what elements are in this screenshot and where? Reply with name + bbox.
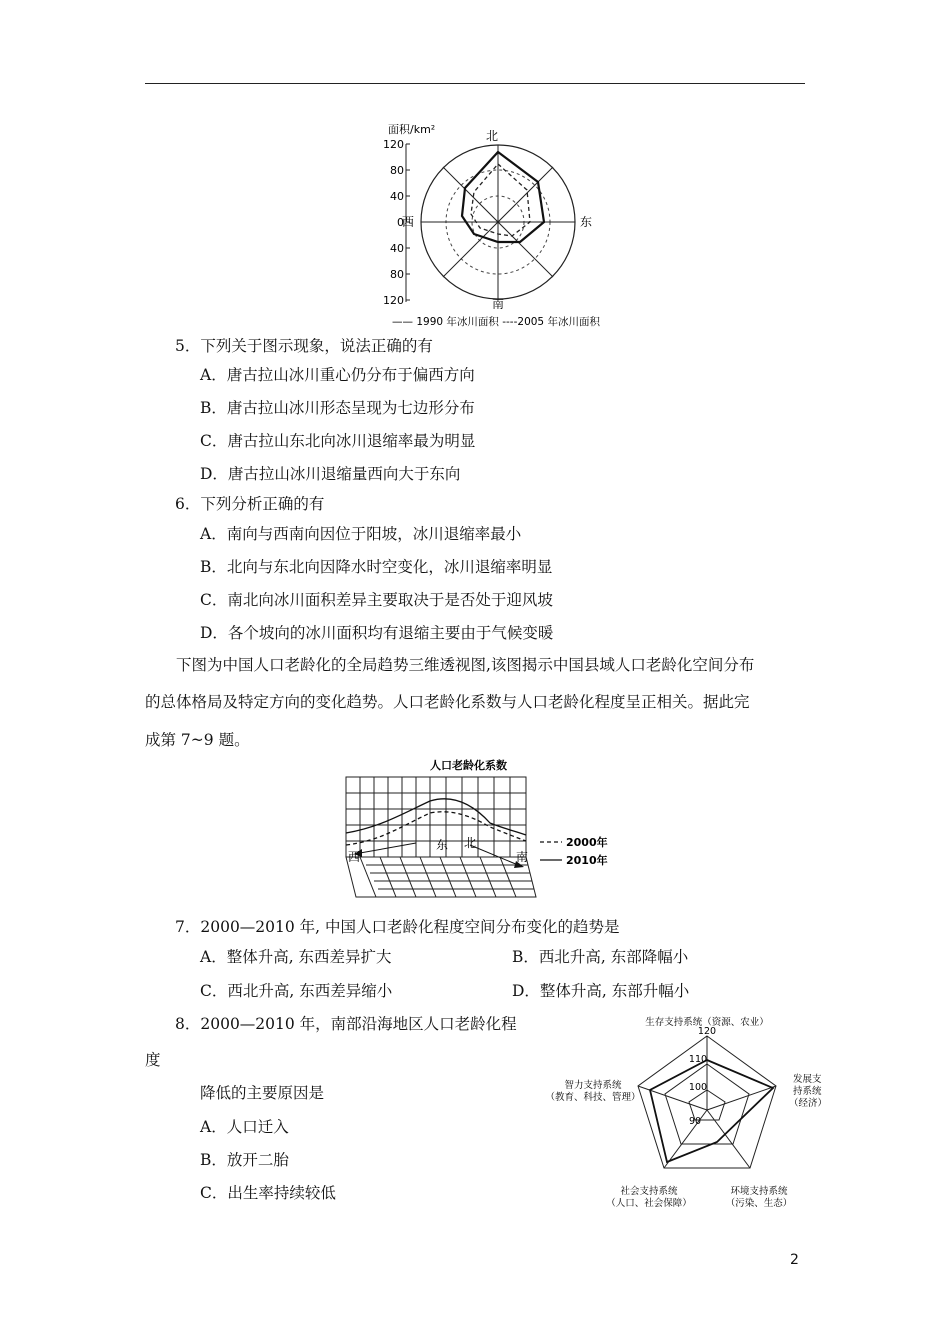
fig3-left-label: 智力支持系统 — [564, 1080, 622, 1091]
header-rule — [145, 83, 805, 84]
fig1-tick: 0 — [397, 216, 404, 229]
intro-line-1: 下图为中国人口老龄化的全局趋势三维透视图,该图揭示中国县域人口老龄化空间分布 — [176, 656, 755, 674]
q5-stem: 5．下列关于图示现象，说法正确的有 — [175, 337, 433, 355]
fig3-top-label: 生存支持系统（资源、农业） — [645, 1017, 769, 1028]
fig3-left-label: （教育、科技、管理） — [545, 1092, 641, 1103]
q7-option-a[interactable]: A．整体升高, 东西差异扩大 — [200, 948, 392, 966]
fig1-1990-polygon — [462, 152, 544, 242]
q8-stem-2: 降低的主要原因是 — [200, 1084, 325, 1102]
q8-stem: 8．2000—2010 年，南部沿海地区人口老龄化程 — [175, 1015, 517, 1033]
fig1-west: 西 — [401, 215, 415, 229]
fig2-title: 人口老龄化系数 — [430, 759, 507, 772]
fig3-bottom-left-label: （人口、社会保障） — [606, 1198, 692, 1209]
q6-stem: 6．下列分析正确的有 — [175, 495, 325, 513]
fig2-east: 东 — [436, 838, 449, 852]
support-system-radar-figure — [545, 1012, 828, 1217]
intro-line-3: 成第 7~9 题。 — [145, 731, 250, 749]
page-number: 2 — [790, 1252, 799, 1268]
q8-stem-cont: 度 — [145, 1051, 161, 1069]
fig1-tick: 120 — [383, 294, 404, 307]
fig1-tick: 80 — [390, 268, 404, 281]
fig3-bottom-right-label: 环境支持系统 — [730, 1186, 788, 1197]
fig3-right-label: 发展支 — [793, 1074, 822, 1085]
q5-option-b[interactable]: B．唐古拉山冰川形态呈现为七边形分布 — [200, 399, 475, 417]
fig3-tick: 90 — [688, 1116, 702, 1127]
q7-option-b[interactable]: B．西北升高, 东部降幅小 — [512, 948, 689, 966]
fig3-data-polygon — [650, 1060, 773, 1162]
q6-option-d[interactable]: D．各个坡向的冰川面积均有退缩主要由于气候变暖 — [200, 624, 554, 642]
fig3-bottom-left-label: 社会支持系统 — [620, 1186, 678, 1197]
fig2-west: 西 — [348, 850, 361, 864]
fig1-tick: 120 — [383, 138, 404, 151]
fig3-right-label: （经济） — [789, 1098, 828, 1109]
fig2-south: 南 — [516, 850, 529, 864]
q6-option-a[interactable]: A．南向与西南向因位于阳坡，冰川退缩率最小 — [200, 525, 522, 543]
fig2-north: 北 — [464, 836, 477, 850]
fig1-ylabel: 面积/km² — [388, 123, 436, 136]
fig3-tick: 100 — [688, 1082, 708, 1093]
q6-option-c[interactable]: C．南北向冰川面积差异主要取决于是否处于迎风坡 — [200, 591, 553, 609]
q7-option-d[interactable]: D．整体升高, 东部升幅小 — [512, 982, 690, 1000]
fig3-right-label: 持系统 — [793, 1086, 822, 1097]
intro-line-2: 的总体格局及特定方向的变化趋势。人口老龄化系数与人口老龄化程度呈正相关。据此完 — [145, 693, 750, 711]
fig2-legend-2010: 2010年 — [566, 854, 608, 867]
glacier-area-figure — [370, 118, 620, 330]
q5-option-d[interactable]: D．唐古拉山冰川退缩量西向大于东向 — [200, 465, 461, 483]
q5-option-a[interactable]: A．唐古拉山冰川重心仍分布于偏西方向 — [200, 366, 475, 384]
fig1-legend: —— 1990 年冰川面积 ----2005 年冰川面积 — [392, 316, 600, 328]
aging-trend-3d-figure — [340, 757, 620, 905]
q8-option-a[interactable]: A．人口迁入 — [200, 1118, 289, 1136]
fig2-2010-curve — [346, 799, 526, 835]
fig1-tick: 80 — [390, 164, 404, 177]
fig1-south: 南 — [491, 297, 505, 311]
fig1-tick: 40 — [390, 190, 404, 203]
fig2-legend-2000: 2000年 — [566, 836, 608, 849]
fig3-tick: 120 — [697, 1026, 717, 1037]
fig1-east: 东 — [579, 215, 593, 229]
q6-option-b[interactable]: B．北向与东北向因降水时空变化，冰川退缩率明显 — [200, 558, 553, 576]
q5-option-c[interactable]: C．唐古拉山东北向冰川退缩率最为明显 — [200, 432, 476, 450]
q7-option-c[interactable]: C．西北升高, 东西差异缩小 — [200, 982, 393, 1000]
q7-stem: 7．2000—2010 年, 中国人口老龄化程度空间分布变化的趋势是 — [175, 918, 620, 936]
fig1-tick: 40 — [390, 242, 404, 255]
q8-option-c[interactable]: C．出生率持续较低 — [200, 1184, 336, 1202]
fig3-tick: 110 — [688, 1054, 708, 1065]
q8-option-b[interactable]: B．放开二胎 — [200, 1151, 289, 1169]
fig3-bottom-right-label: （污染、生态） — [725, 1198, 793, 1209]
fig1-north: 北 — [485, 129, 499, 143]
